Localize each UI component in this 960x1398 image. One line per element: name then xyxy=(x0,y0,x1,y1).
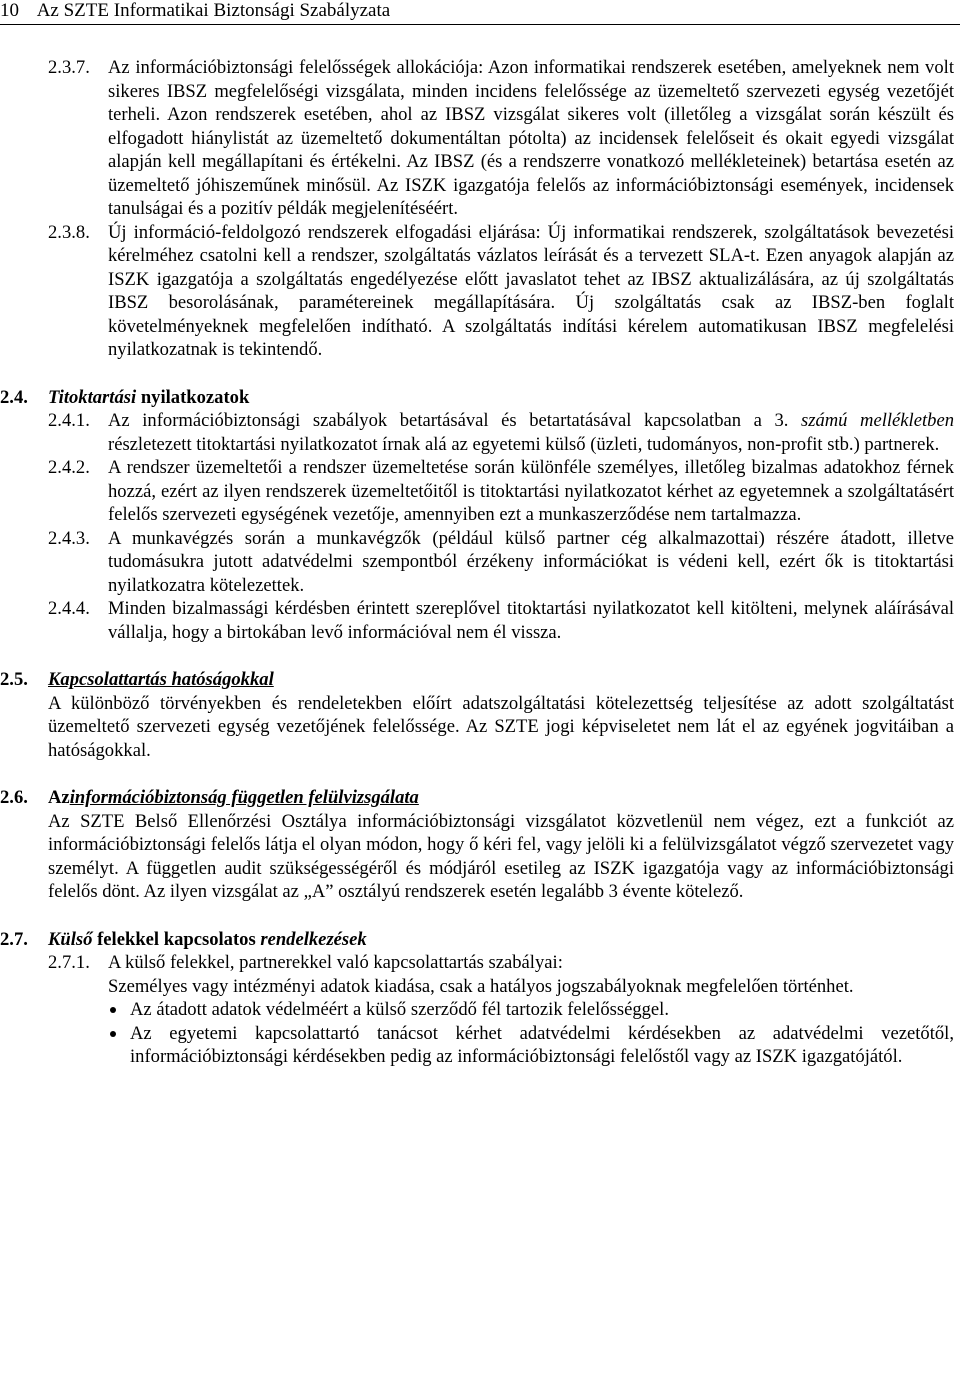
text-italic: számú mellékletben xyxy=(800,410,954,431)
header-divider xyxy=(0,24,960,25)
section-title-italic: rendelkezések xyxy=(260,928,367,950)
paragraph-text: Az információbiztonsági felelősségek allokációja: Azon informatikai rendszerek esetében, amelyeknek nem volt sikeres IBSZ megfelelőségi vizsgálata, minden incidens felelőssége az üzemeltető szervezeti egység vezetőjét terheli. Azon rendszerek esetében, ahol az IBSZ vizsgálat sikeres volt (illetőleg a vizsgálat során készült és elfogadott hiánylistát az üzemeltető dokumentáltan pótolta) az incidensek felelőseit és okait egyedi vizsgálat alapján kell megállapítani és értékelni. Az IBSZ (és a rendszerre vonatkozó mellékleteinek) betartása esetén az üzemeltető jóhiszeműnek minősül. Az ISZK igazgatója felelős az információbiztonsági események, incidensek tanulságai és a pozitív példák megjelenítéséért. xyxy=(108,57,954,219)
section-title xyxy=(48,786,954,810)
section-title-text: Kapcsolattartás hatóságokkal xyxy=(48,669,274,690)
section-number: 2.5. xyxy=(0,669,28,690)
section-title-italic: információbiztonság független felülvizsgálata xyxy=(69,787,419,808)
paragraph-number: 2.3.7. xyxy=(48,57,90,78)
page-number: 10 xyxy=(0,0,19,21)
section-title-italic: Külső xyxy=(48,928,93,950)
paragraph-text: A munkavégzés során a munkavégzők (például külső partner cég alkalmazottai) részére átadott, illetve tudomásukra jutott adatvédelmi szempontból érzékeny információkat is védeni kell, ezért ők is titoktartási nyilatkozatra kötelezettek. xyxy=(108,527,954,596)
section-title-rest: nyilatkozatok xyxy=(140,386,250,408)
document-title: Az SZTE Informatikai Biztonsági Szabályzata xyxy=(36,0,391,21)
section-2-4 xyxy=(0,386,954,410)
section-number: 2.4. xyxy=(0,386,28,408)
list-item: Az átadott adatok védelméért a külső szerződő fél tartozik felelősséggel. xyxy=(108,998,954,1022)
text-part: részletezett titoktartási nyilatkozatot írnak alá az egyetemi külső (üzleti, tudományos, non-profit stb.) partnerek. xyxy=(108,433,940,455)
paragraph-text: A rendszer üzemeltetői a rendszer üzemeltetése során különféle személyes, illetőleg bizalmas adatokhoz férnek hozzá, ezért az ilyen rendszerek üzemeltetőitől is titoktartási nyilatkozatot kérhet az egyetemnek a szolgáltatásért felelős szervezeti egységének vezetője, amennyiben ezt a munkaszerződése nem tartalmazza. xyxy=(108,457,954,525)
page-header xyxy=(0,0,390,22)
paragraph-text: Új információ-feldolgozó rendszerek elfogadási eljárása: Új informatikai rendszerek, szolgáltatások bevezetési kérelméhez csatolni kell a rendszer, szolgáltatás vázlatos leírását és a tervezett SLA-t. Ezen anyagok alapján az ISZK igazgatója a szolgáltatás engedélyezése előtt javaslatot tehet az IBSZ aktualizálására, az új szolgáltatás IBSZ besorolásának, paramétereinek megállapítására. Új szolgáltatás csak az IBSZ-ben foglalt követelményeknek megfelelően indítható. A szolgáltatás indítási kérelem automatikusan IBSZ megfelelési nyilatkozatnak is tekintendő. xyxy=(108,221,954,360)
section-number: 2.7. xyxy=(0,928,28,950)
section-2-7 xyxy=(0,928,954,952)
paragraph-2-4-3 xyxy=(48,527,954,598)
section-title-italic: Titoktartási xyxy=(48,386,137,408)
section-2-6 xyxy=(0,786,954,904)
paragraph-2-4-1 xyxy=(48,409,954,456)
paragraph-number: 2.4.4. xyxy=(48,598,90,619)
section-text: Az SZTE Belső Ellenőrzési Osztálya információbiztonsági vizsgálatot közvetlenül nem végez, ezt a funkciót az információbiztonsági felelős látja el olyan módon, hogy ő kéri fel, vagy jelöli ki a felülvizsgálatot végző szervezetet vagy személyt. A független audit szükségességéről és módjáról esetileg az ISZK igazgatója vagy az információbiztonsági felelős dönt. Az ilyen vizsgálat az „A” osztályú rendszerek esetén legalább 3 évente kötelező. xyxy=(48,810,954,902)
paragraph-2-3-8 xyxy=(48,221,954,362)
document-body xyxy=(0,56,954,1069)
paragraph-number: 2.4.3. xyxy=(48,527,90,549)
paragraph-number: 2.4.2. xyxy=(48,457,90,478)
section-title-plain: felekkel kapcsolatos xyxy=(97,928,256,950)
section-text: A különböző törvényekben és rendeletekben előírt adatszolgáltatási kötelezettség teljesítése az adott szolgáltatást üzemeltető szervezeti egység vezetőjének felelőssége. Az SZTE jogi képviseletet nem lát el az egyének jogvitáiban a hatóságokkal. xyxy=(48,692,954,761)
paragraph-2-4-2 xyxy=(48,456,954,527)
section-title xyxy=(48,928,954,952)
section-title-plain: Az xyxy=(48,787,70,808)
paragraph-2-4-4 xyxy=(48,597,954,644)
paragraph-text xyxy=(108,409,954,456)
section-2-5 xyxy=(0,668,954,762)
paragraph-text: Személyes vagy intézményi adatok kiadása, csak a hatályos jogszabályoknak megfelelően történhet. xyxy=(108,975,854,997)
list-item: Az egyetemi kapcsolattartó tanácsot kérhet adatvédelmi kérdésekben az adatvédelmi vezetőtől, információbiztonsági kérdésekben pedig az információbiztonsági felelőstől vagy az ISZK igazgatójától. xyxy=(108,1022,954,1069)
paragraph-2-7-1 xyxy=(48,951,954,1069)
paragraph-number: 2.7.1. xyxy=(48,952,90,973)
section-title xyxy=(48,668,954,692)
bullet-list xyxy=(108,998,954,1069)
paragraph-intro: A külső felekkel, partnerekkel való kapcsolattartás szabályai: xyxy=(108,952,563,973)
paragraph-number: 2.4.1. xyxy=(48,410,90,431)
section-title xyxy=(48,386,954,410)
section-number: 2.6. xyxy=(0,787,28,808)
text-part: Az információbiztonsági szabályok betartásával és betartatásával kapcsolatban a 3. xyxy=(108,410,789,431)
paragraph-number: 2.3.8. xyxy=(48,221,90,243)
paragraph-text: Minden bizalmassági kérdésben érintett szereplővel titoktartási nyilatkozatot kell kitölteni, melynek aláírásával vállalja, hogy a birtokában levő információval nem él vissza. xyxy=(108,598,954,643)
paragraph-2-3-7 xyxy=(48,56,954,221)
